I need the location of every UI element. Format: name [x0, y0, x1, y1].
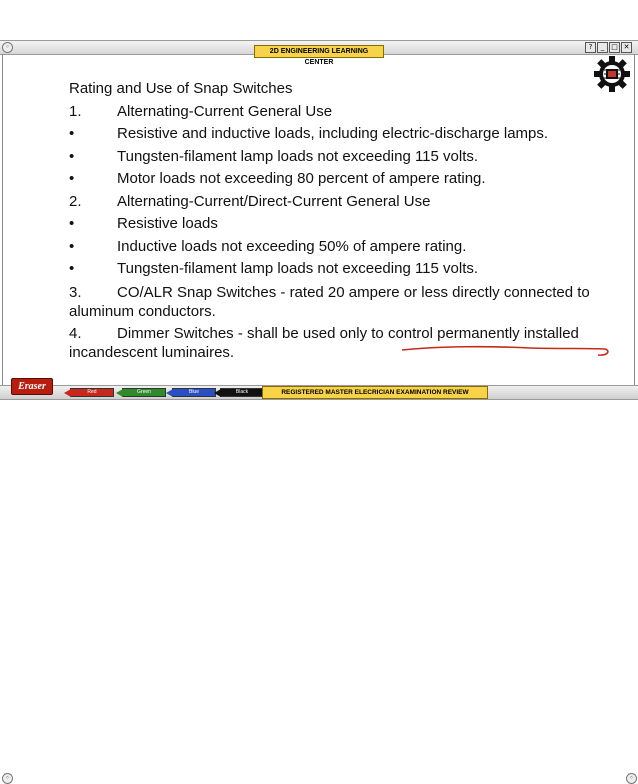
list-marker: 4.	[69, 324, 82, 342]
list-item	[69, 236, 625, 259]
slide-content	[69, 78, 625, 362]
corner-left-icon: ◦	[2, 42, 13, 53]
pen-tip-icon	[116, 389, 123, 397]
corner-left-icon: ◦	[2, 773, 13, 784]
list-item	[69, 101, 625, 124]
list-text: Tungsten-filament lamp loads not exceeding 115 volts.	[117, 260, 479, 277]
minimize-button[interactable]: _	[597, 42, 608, 53]
list-item	[69, 321, 625, 362]
window-title: 2D ENGINEERING LEARNING CENTER	[254, 45, 384, 58]
list-marker: •	[69, 260, 75, 277]
list-text-continued: incandescent luminaires.	[69, 343, 235, 361]
pen-label: Red	[87, 389, 97, 395]
pen-tip-icon	[64, 389, 71, 397]
list-text: Dimmer Switches - shall be used only to control permanently installed	[117, 324, 579, 342]
list-text-continued: aluminum conductors.	[69, 302, 216, 320]
help-button[interactable]: ?	[585, 42, 596, 53]
list-text: Alternating-Current General Use	[117, 102, 333, 120]
pen-label: Green	[137, 389, 151, 395]
list-marker: 3.	[69, 283, 82, 301]
footer-title: REGISTERED MASTER ELECRICIAN EXAMINATION REVIEW	[262, 386, 488, 399]
list-marker: 2.	[69, 192, 82, 210]
list-text: Resistive loads	[117, 215, 218, 232]
list-item	[69, 213, 625, 236]
list-marker: •	[69, 147, 75, 165]
blue-pen-button[interactable]	[172, 388, 216, 397]
list-marker: •	[69, 215, 75, 232]
pen-tip-icon	[166, 389, 173, 397]
pen-tip-icon	[214, 389, 221, 397]
pen-label: Black	[235, 389, 249, 395]
right-border	[634, 54, 635, 394]
close-button[interactable]: ✕	[621, 42, 632, 53]
list-item	[69, 258, 625, 281]
green-pen-button[interactable]	[122, 388, 166, 397]
list-marker: 1.	[69, 102, 82, 120]
corner-right-icon: ◦	[626, 773, 637, 784]
list-text: Resistive and inductive loads, including electric-discharge lamps.	[117, 125, 549, 142]
list-item	[69, 168, 625, 191]
list-item	[69, 146, 625, 169]
black-pen-button[interactable]	[220, 388, 264, 397]
eraser-button[interactable]: Eraser	[11, 378, 53, 395]
list-marker: •	[69, 125, 75, 142]
red-pen-button[interactable]	[70, 388, 114, 397]
list-item	[69, 281, 625, 321]
list-marker: •	[69, 170, 75, 187]
slide-heading: Rating and Use of Snap Switches	[69, 80, 293, 97]
list-text: CO/ALR Snap Switches - rated 20 ampere or less directly connected to	[117, 283, 590, 301]
list-text: Inductive loads not exceeding 50% of ampere rating.	[117, 237, 467, 255]
list-marker: •	[69, 237, 75, 255]
left-border	[2, 54, 3, 394]
list-text: Motor loads not exceeding 80 percent of ampere rating.	[117, 170, 486, 187]
pen-label: Blue	[188, 389, 199, 395]
list-text: Tungsten-filament lamp loads not exceeding 115 volts.	[117, 147, 479, 165]
maximize-button[interactable]: □	[609, 42, 620, 53]
list-item	[69, 123, 625, 146]
window-controls	[585, 42, 632, 53]
list-item	[69, 191, 625, 214]
list-text: Alternating-Current/Direct-Current General Use	[117, 192, 431, 210]
